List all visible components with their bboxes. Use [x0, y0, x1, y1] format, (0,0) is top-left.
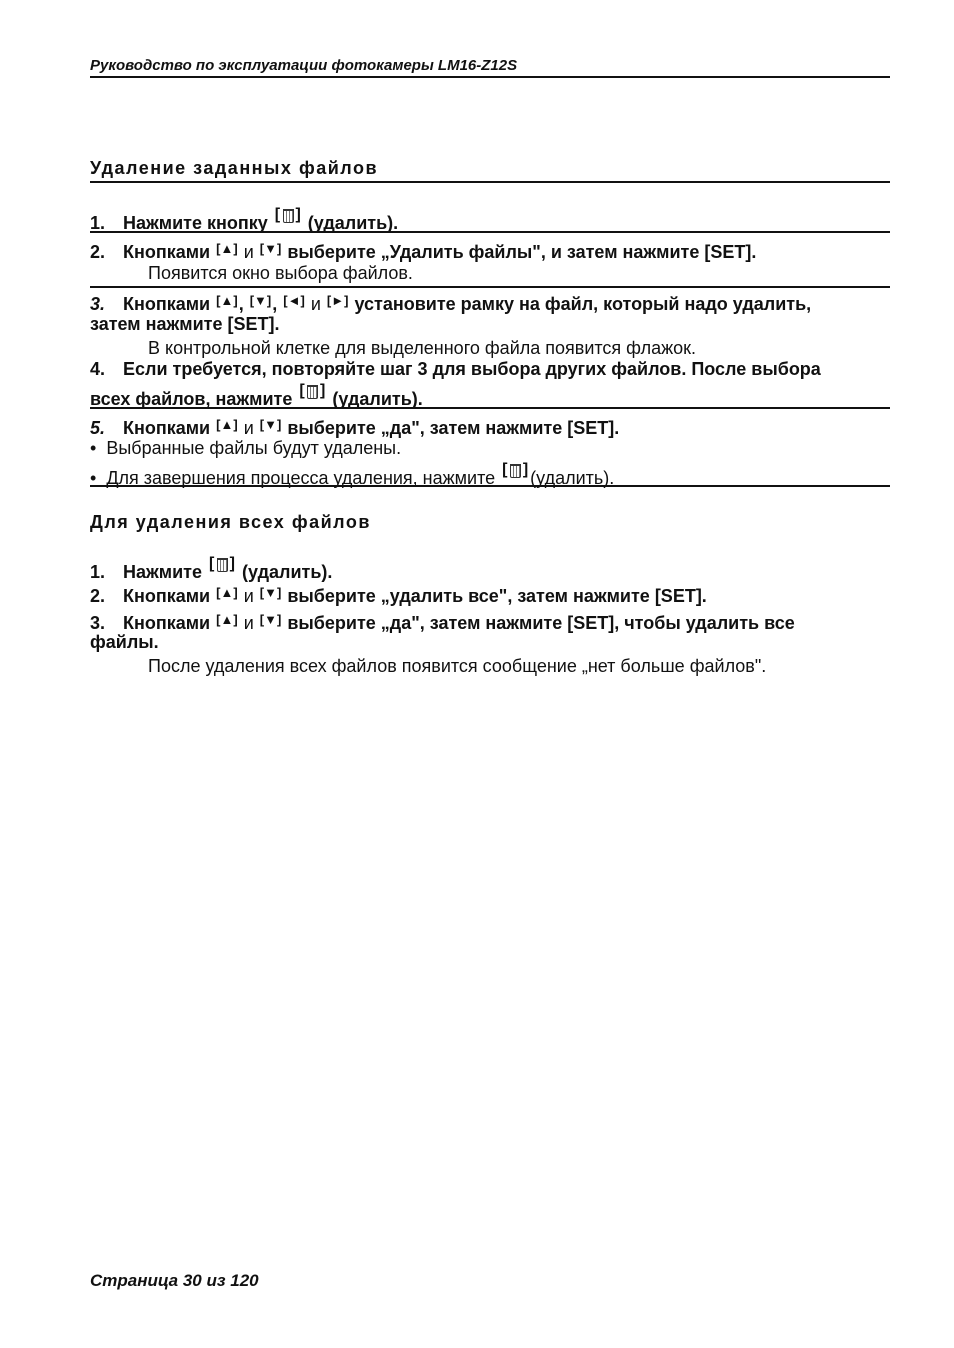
down-key-icon: [▼] — [259, 241, 282, 256]
s2-step1: 1. Нажмите [ ] (удалить). — [90, 556, 890, 583]
trash-icon — [502, 462, 528, 480]
s1-step5: 5. Кнопками [▲] и [▼] выберите „да", затем нажмите [SET]. — [90, 414, 890, 439]
s1-step3-note: В контрольной клетке для выделенного файла появится флажок. — [148, 338, 697, 358]
s1-step1: 1. Нажмите кнопку [ ] (удалить). — [90, 207, 890, 234]
s1-step3-cont: затем нажмите [SET]. — [90, 314, 280, 334]
down-key-icon: [▼] — [259, 417, 282, 432]
page-header: Руководство по эксплуатации фотокамеры LM16-Z12S — [90, 57, 890, 78]
section-title-delete-selected: Удаление заданных файлов — [90, 158, 890, 183]
divider — [90, 286, 890, 288]
s1-step4-cont: всех файлов, нажмите [ ] (удалить). — [90, 383, 890, 410]
s2-step3: 3. Кнопками [▲] и [▼] выберите „да", затем нажмите [SET], чтобы удалить все — [90, 609, 890, 634]
left-key-icon: [◄] — [283, 293, 305, 308]
up-key-icon: [▲] — [216, 417, 238, 432]
s1-step2-note: Появится окно выбора файлов. — [148, 263, 413, 283]
divider — [90, 231, 890, 233]
down-key-icon: [▼] — [259, 612, 282, 627]
section-title-delete-all: Для удаления всех файлов — [90, 512, 371, 532]
down-key-icon: [▼] — [249, 293, 272, 308]
s1-bullet-2: • Для завершения процесса удаления, нажмите [ ] (удалить). — [90, 462, 890, 489]
page-number: Страница 30 из 120 — [90, 1271, 259, 1290]
s2-step3-note: После удаления всех файлов появится сообщение „нет больше файлов". — [148, 656, 767, 676]
up-key-icon: [▲] — [216, 293, 238, 308]
s1-step3: 3. Кнопками [▲], [▼], [◄] и [►] установите рамку на файл, который надо удалить, — [90, 290, 890, 315]
right-key-icon: [►] — [326, 293, 349, 308]
s2-step3-cont: файлы. — [90, 632, 159, 652]
up-key-icon: [▲] — [216, 241, 238, 256]
down-key-icon: [▼] — [259, 585, 282, 600]
divider — [90, 407, 890, 409]
s1-bullet-1: • Выбранные файлы будут удалены. — [90, 438, 402, 458]
trash-icon — [299, 383, 325, 401]
trash-icon — [209, 556, 235, 574]
s2-step2: 2. Кнопками [▲] и [▼] выберите „удалить все", затем нажмите [SET]. — [90, 582, 890, 607]
up-key-icon: [▲] — [216, 612, 238, 627]
s1-step2: 2. Кнопками [▲] и [▼] выберите „Удалить файлы", и затем нажмите [SET]. — [90, 238, 890, 263]
trash-icon — [275, 207, 301, 225]
s1-step4: 4. Если требуется, повторяйте шаг 3 для выбора других файлов. После выбора — [90, 359, 821, 379]
divider — [90, 485, 890, 487]
up-key-icon: [▲] — [216, 585, 238, 600]
